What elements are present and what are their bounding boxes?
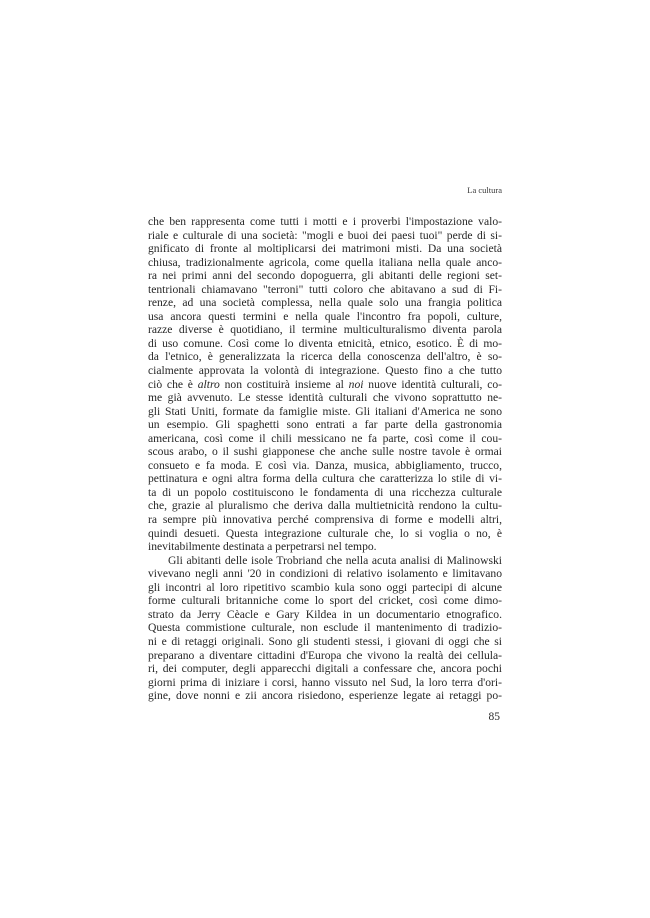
text-line: preparano a diventare cittadini d'Europa che vivono la realtà dei cellula-: [148, 648, 502, 662]
text-line: usa ancora questi termini e nella quale l'incontro fra popoli, culture,: [148, 309, 502, 323]
italic-term: noi: [348, 377, 364, 391]
page-number: 85: [488, 711, 500, 723]
text-line: che ben rappresenta come tutti i motti e i proverbi l'impostazione valo-: [148, 215, 502, 228]
text-line: Questa commistione culturale, non esclude il mantenimento di tradizio-: [148, 621, 502, 635]
text-line: forme culturali britanniche come lo sport del cricket, così come dimo-: [148, 594, 502, 608]
text-line: ciò che è altro non costituirà insieme al noi nuove identità culturali, co-: [148, 377, 503, 391]
italic-term: altro: [197, 377, 220, 391]
text-line: americana, così come il chili messicano ne fa parte, così come il cou-: [148, 431, 502, 445]
text-line: scous arabo, o il sushi giapponese che anche sulle nostre tavole è ormai: [148, 445, 502, 459]
text-line: me già avvenuto. Le stesse identità culturali che vivono soprattutto ne-: [148, 391, 502, 405]
text-line: gli incontri al loro ripetitivo scambio kula sono oggi partecipi di alcune: [148, 580, 502, 594]
text-line: riale e culturale di una società: "mogli e buoi dei paesi tuoi" perde di si-: [148, 228, 502, 242]
text-line: giorni prima di iniziare i corsi, hanno vissuto nel Sud, la loro terra d'ori-: [148, 675, 502, 689]
text-line: Gli abitanti delle isole Trobriand che nella acuta analisi di Malinowski: [168, 553, 502, 567]
paragraphs: [148, 215, 502, 703]
text-line: un esempio. Gli spaghetti sono entrati a far parte della gastronomia: [148, 418, 502, 432]
text-line: ra sempre più innovativa perché comprensiva di forme e modelli altri,: [148, 513, 502, 527]
text-line: che, grazie al pluralismo che deriva dalla multietnicità rendono la cultu-: [148, 499, 502, 513]
text-line: chiusa, tradizionalmente agricola, come quella italiana nella quale anco-: [148, 255, 502, 269]
text-line: ra nei primi anni del secondo dopoguerra, gli abitanti delle regioni set-: [148, 269, 502, 283]
text-line: gli Stati Uniti, formate da famiglie miste. Gli italiani d'America ne sono: [148, 404, 502, 418]
text-line: ni e di retaggi originali. Sono gli studenti stessi, i giovani di oggi che si: [148, 634, 502, 648]
text-line: pettinatura e ogni altra forma della cultura che caratterizza lo stile di vi-: [148, 472, 502, 486]
text-line: vivevano negli anni '20 in condizioni di relativo isolamento e limitavano: [148, 567, 502, 581]
text-line: da l'etnico, è generalizzata la ricerca della conoscenza dell'altro, è so-: [148, 350, 502, 364]
text-line: renze, ad una società complessa, nella quale solo una frangia politica: [148, 296, 502, 310]
text-line: tentrionali chiamavano "terroni" tutti coloro che abitavano a sud di Fi-: [148, 282, 502, 296]
running-head: La cultura: [467, 185, 502, 195]
paragraph: [148, 554, 502, 703]
text-line: ri, dei computer, degli apparecchi digitali a confessare che, ancora pochi: [148, 662, 502, 676]
text-line: quindi desueti. Questa integrazione culturale che, lo si voglia o no, è: [148, 526, 502, 540]
paragraph: [148, 215, 502, 554]
text-line: cialmente approvata la volontà di integrazione. Questo fino a che tutto: [148, 364, 502, 378]
text-line: consueto e fa moda. E così via. Danza, musica, abbigliamento, trucco,: [148, 458, 502, 472]
body-text: [148, 215, 502, 703]
text-line: strato da Jerry Cèacle e Gary Kildea in un documentario etnografico.: [148, 607, 502, 621]
text-line: ta di un popolo costituiscono le fondamenta di una ricchezza culturale: [148, 485, 502, 499]
text-line: gine, dove nonni e zii ancora risiedono, esperienze legate ai retaggi po-: [148, 689, 502, 703]
text-line: inevitabilmente destinata a perpetrarsi nel tempo.: [148, 540, 377, 554]
text-line: gnificato di fronte al moltiplicarsi dei matrimoni misti. Da una società: [148, 242, 502, 256]
text-line: razze diverse è quotidiano, il termine multiculturalismo diventa parola: [148, 323, 502, 337]
text-line: di uso comune. Così come lo diventa etnicità, etnico, esotico. È di mo-: [148, 336, 502, 350]
